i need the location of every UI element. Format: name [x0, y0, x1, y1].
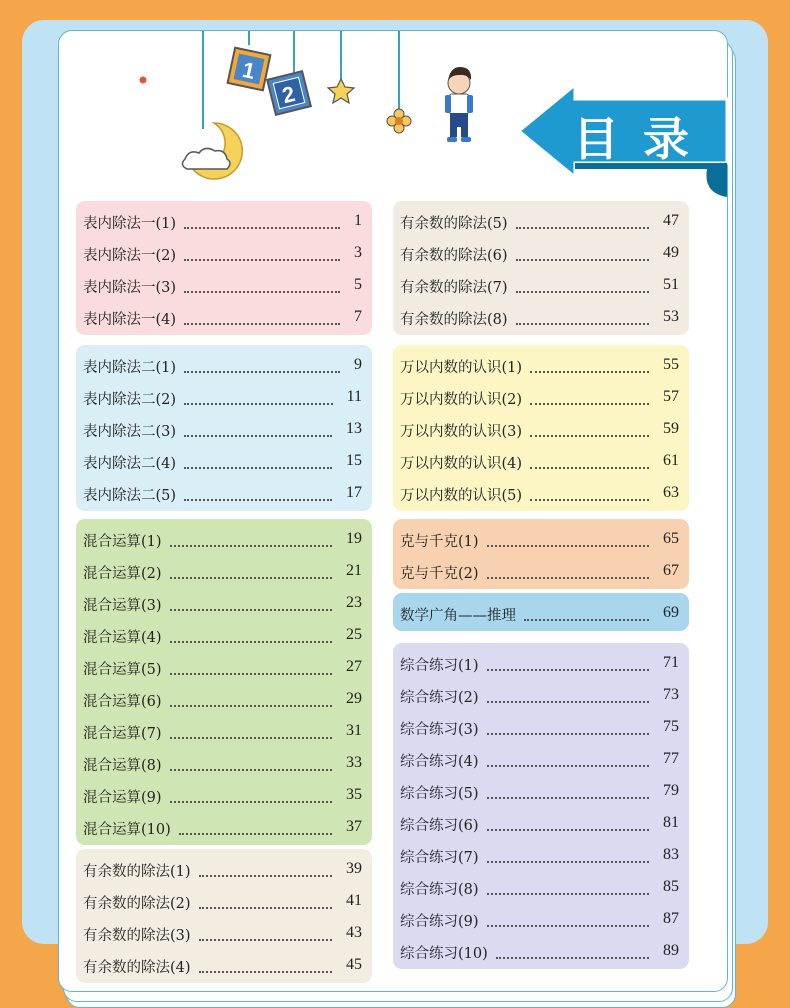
- toc-entry-page: 15: [346, 452, 362, 469]
- toc-entry-page: 49: [663, 244, 679, 261]
- toc-entry-title: 综合练习(2): [400, 690, 479, 706]
- toc-entry-title: 综合练习(6): [400, 818, 479, 834]
- toc-leader-dots: [487, 751, 649, 767]
- toc-entry[interactable]: [76, 445, 372, 477]
- toc-entry[interactable]: [393, 381, 689, 413]
- toc-entry-page: 51: [663, 276, 679, 293]
- toc-entry-title: 综合练习(5): [400, 786, 479, 802]
- toc-entry-title: 有余数的除法(8): [400, 312, 508, 328]
- toc-entry[interactable]: [393, 205, 689, 237]
- toc-leader-dots: [199, 957, 332, 973]
- toc-entry-title: 混合运算(8): [83, 758, 162, 774]
- toc-leader-dots: [184, 277, 340, 293]
- toc-leader-dots: [496, 943, 649, 959]
- toc-leader-dots: [170, 531, 332, 547]
- toc-entry-page: 11: [346, 388, 362, 405]
- toc-entry-title: 表内除法二(5): [83, 488, 177, 504]
- toc-entry-title: 万以内数的认识(1): [400, 360, 523, 376]
- toc-entry-page: 81: [663, 814, 679, 831]
- toc-leader-dots: [170, 787, 332, 803]
- toc-entry-page: 9: [354, 356, 362, 373]
- toc-entry-page: 19: [346, 530, 362, 547]
- toc-entry-title: 克与千克(2): [400, 566, 479, 582]
- toc-entry-title: 有余数的除法(4): [83, 960, 191, 976]
- toc-leader-dots: [516, 245, 649, 261]
- star-icon: [328, 79, 354, 103]
- toc-leader-dots: [184, 245, 340, 261]
- toc-leader-dots: [184, 485, 332, 501]
- toc-entry-page: 41: [346, 892, 362, 909]
- toc-leader-dots: [170, 563, 332, 579]
- toc-entry-page: 79: [663, 782, 679, 799]
- toc-title-banner: [517, 85, 727, 209]
- toc-section: [393, 201, 689, 335]
- svg-text:2: 2: [279, 81, 298, 109]
- toc-entry[interactable]: [76, 587, 372, 619]
- toc-entry-title: 数学广角——推理: [400, 608, 516, 624]
- toc-entry-title: 表内除法一(1): [83, 216, 177, 232]
- toc-entry-page: 89: [663, 942, 679, 959]
- toc-entry-title: 表内除法一(2): [83, 248, 177, 264]
- toc-entry-title: 表内除法二(2): [83, 392, 177, 408]
- toc-entry-page: 85: [663, 878, 679, 895]
- toc-leader-dots: [170, 627, 332, 643]
- toc-entry[interactable]: [393, 839, 689, 871]
- toc-entry[interactable]: [76, 555, 372, 587]
- toc-entry-page: 31: [346, 722, 362, 739]
- toc-entry-title: 万以内数的认识(3): [400, 424, 523, 440]
- moon-icon: [182, 123, 242, 179]
- toc-entry-page: 75: [663, 718, 679, 735]
- toc-leader-dots: [487, 687, 649, 703]
- toc-entry-page: 67: [663, 562, 679, 579]
- toc-entry[interactable]: [76, 917, 372, 949]
- toc-entry[interactable]: [393, 807, 689, 839]
- toc-entry[interactable]: [76, 205, 372, 237]
- toc-entry-title: 综合练习(4): [400, 754, 479, 770]
- toc-entry[interactable]: [393, 477, 689, 509]
- toc-entry[interactable]: [393, 445, 689, 477]
- toc-leader-dots: [530, 389, 649, 405]
- flower-icon: [387, 109, 411, 133]
- toc-section: [393, 593, 689, 631]
- toc-entry-page: 27: [346, 658, 362, 675]
- toc-entry-title: 综合练习(3): [400, 722, 479, 738]
- toc-entry-page: 25: [346, 626, 362, 643]
- toc-entry[interactable]: [76, 619, 372, 651]
- toc-leader-dots: [487, 655, 649, 671]
- toc-leader-dots: [487, 719, 649, 735]
- toc-entry-title: 混合运算(6): [83, 694, 162, 710]
- toc-leader-dots: [487, 563, 649, 579]
- toc-entry[interactable]: [393, 269, 689, 301]
- svg-text:1: 1: [240, 56, 258, 84]
- toc-entry-page: 53: [663, 308, 679, 325]
- dot-decoration: [140, 77, 147, 84]
- toc-section: [393, 519, 689, 589]
- toc-entry[interactable]: [76, 301, 372, 333]
- toc-entry-title: 混合运算(1): [83, 534, 162, 550]
- number-block-2-icon: [267, 71, 311, 115]
- toc-entry[interactable]: [393, 237, 689, 269]
- toc-entry[interactable]: [76, 853, 372, 885]
- toc-entry[interactable]: [393, 903, 689, 935]
- student-boy-icon: [445, 67, 473, 142]
- toc-leader-dots: [170, 755, 332, 771]
- toc-entry-page: 29: [346, 690, 362, 707]
- toc-entry-page: 7: [354, 308, 362, 325]
- toc-title: 目 录: [573, 112, 694, 166]
- toc-entry-title: 混合运算(4): [83, 630, 162, 646]
- toc-leader-dots: [487, 847, 649, 863]
- toc-entry-page: 87: [663, 910, 679, 927]
- toc-entry-page: 35: [346, 786, 362, 803]
- toc-entry-page: 71: [663, 654, 679, 671]
- toc-leader-dots: [179, 819, 332, 835]
- toc-entry[interactable]: [393, 555, 689, 587]
- toc-leader-dots: [184, 309, 340, 325]
- toc-entry-title: 有余数的除法(6): [400, 248, 508, 264]
- toc-entry-page: 1: [354, 212, 362, 229]
- toc-entry-page: 63: [663, 484, 679, 501]
- toc-entry[interactable]: [393, 679, 689, 711]
- toc-entry[interactable]: [76, 523, 372, 555]
- toc-entry[interactable]: [76, 885, 372, 917]
- toc-entry[interactable]: [393, 523, 689, 555]
- toc-entry-title: 表内除法一(3): [83, 280, 177, 296]
- toc-leader-dots: [530, 421, 649, 437]
- toc-page: [58, 30, 728, 992]
- toc-entry-page: 33: [346, 754, 362, 771]
- toc-entry-page: 17: [346, 484, 362, 501]
- toc-entry-page: 77: [663, 750, 679, 767]
- toc-entry-title: 表内除法二(3): [83, 424, 177, 440]
- toc-section: [76, 519, 372, 845]
- toc-entry-title: 混合运算(5): [83, 662, 162, 678]
- toc-leader-dots: [487, 783, 649, 799]
- toc-leader-dots: [487, 879, 649, 895]
- toc-entry-title: 表内除法二(4): [83, 456, 177, 472]
- toc-leader-dots: [530, 453, 649, 469]
- toc-section: [393, 643, 689, 969]
- toc-entry-title: 万以内数的认识(5): [400, 488, 523, 504]
- toc-leader-dots: [530, 485, 649, 501]
- toc-entry[interactable]: [393, 711, 689, 743]
- toc-section: [393, 345, 689, 511]
- toc-leader-dots: [184, 357, 340, 373]
- toc-entry-title: 综合练习(1): [400, 658, 479, 674]
- toc-entry-title: 克与千克(1): [400, 534, 479, 550]
- toc-entry[interactable]: [76, 651, 372, 683]
- toc-entry-title: 混合运算(7): [83, 726, 162, 742]
- toc-leader-dots: [170, 595, 332, 611]
- toc-entry[interactable]: [393, 871, 689, 903]
- toc-entry-title: 有余数的除法(5): [400, 216, 508, 232]
- toc-entry-page: 43: [346, 924, 362, 941]
- toc-leader-dots: [170, 659, 332, 675]
- toc-entry[interactable]: [76, 477, 372, 509]
- toc-leader-dots: [516, 309, 649, 325]
- toc-entry[interactable]: [76, 237, 372, 269]
- toc-entry[interactable]: [393, 935, 689, 967]
- toc-entry-title: 综合练习(9): [400, 914, 479, 930]
- toc-entry-title: 万以内数的认识(2): [400, 392, 523, 408]
- toc-entry-page: 37: [346, 818, 362, 835]
- toc-leader-dots: [184, 453, 332, 469]
- toc-entry-title: 混合运算(10): [83, 822, 171, 838]
- toc-entry-title: 有余数的除法(2): [83, 896, 191, 912]
- toc-entry-page: 5: [354, 276, 362, 293]
- toc-leader-dots: [199, 893, 332, 909]
- toc-entry[interactable]: [393, 413, 689, 445]
- toc-entry-page: 65: [663, 530, 679, 547]
- toc-entry-title: 混合运算(3): [83, 598, 162, 614]
- toc-leader-dots: [184, 421, 332, 437]
- toc-entry-page: 83: [663, 846, 679, 863]
- toc-entry[interactable]: [393, 301, 689, 333]
- toc-leader-dots: [516, 277, 649, 293]
- toc-leader-dots: [516, 213, 649, 229]
- toc-leader-dots: [524, 605, 649, 621]
- toc-leader-dots: [487, 531, 649, 547]
- toc-leader-dots: [170, 723, 332, 739]
- book-frame: [22, 20, 768, 976]
- toc-entry-title: 有余数的除法(7): [400, 280, 508, 296]
- toc-leader-dots: [487, 911, 649, 927]
- toc-entry-page: 45: [346, 956, 362, 973]
- toc-entry-page: 21: [346, 562, 362, 579]
- toc-entry[interactable]: [393, 597, 689, 629]
- toc-entry-title: 表内除法一(4): [83, 312, 177, 328]
- toc-entry-page: 59: [663, 420, 679, 437]
- toc-entry-page: 39: [346, 860, 362, 877]
- toc-entry-page: 23: [346, 594, 362, 611]
- toc-entry-page: 57: [663, 388, 679, 405]
- toc-entry-title: 万以内数的认识(4): [400, 456, 523, 472]
- toc-section: [76, 201, 372, 335]
- toc-leader-dots: [170, 691, 332, 707]
- toc-entry-title: 综合练习(8): [400, 882, 479, 898]
- toc-entry[interactable]: [76, 381, 372, 413]
- toc-entry[interactable]: [76, 413, 372, 445]
- toc-entry-page: 47: [663, 212, 679, 229]
- toc-entry[interactable]: [76, 949, 372, 981]
- toc-leader-dots: [184, 389, 333, 405]
- toc-entry-page: 73: [663, 686, 679, 703]
- toc-section: [76, 849, 372, 983]
- toc-leader-dots: [199, 925, 332, 941]
- toc-entry-page: 55: [663, 356, 679, 373]
- toc-entry[interactable]: [393, 349, 689, 381]
- toc-section: [76, 345, 372, 511]
- toc-entry[interactable]: [76, 747, 372, 779]
- toc-entry[interactable]: [76, 811, 372, 843]
- toc-entry-page: 61: [663, 452, 679, 469]
- toc-entry-title: 有余数的除法(3): [83, 928, 191, 944]
- toc-entry[interactable]: [393, 743, 689, 775]
- toc-leader-dots: [487, 815, 649, 831]
- toc-entry[interactable]: [393, 775, 689, 807]
- toc-entry-page: 3: [354, 244, 362, 261]
- toc-entry[interactable]: [76, 683, 372, 715]
- toc-leader-dots: [199, 861, 332, 877]
- toc-leader-dots: [184, 213, 340, 229]
- toc-entry-title: 综合练习(7): [400, 850, 479, 866]
- toc-leader-dots: [530, 357, 649, 373]
- toc-entry[interactable]: [76, 349, 372, 381]
- toc-entry-title: 表内除法二(1): [83, 360, 177, 376]
- toc-entry-page: 13: [346, 420, 362, 437]
- toc-entry-title: 有余数的除法(1): [83, 864, 191, 880]
- toc-entry[interactable]: [76, 269, 372, 301]
- toc-entry[interactable]: [76, 715, 372, 747]
- toc-entry-title: 综合练习(10): [400, 946, 488, 962]
- toc-entry-page: 69: [663, 604, 679, 621]
- number-block-1-icon: [228, 48, 271, 91]
- toc-entry[interactable]: [393, 647, 689, 679]
- toc-entry-title: 混合运算(2): [83, 566, 162, 582]
- toc-entry-title: 混合运算(9): [83, 790, 162, 806]
- toc-entry[interactable]: [76, 779, 372, 811]
